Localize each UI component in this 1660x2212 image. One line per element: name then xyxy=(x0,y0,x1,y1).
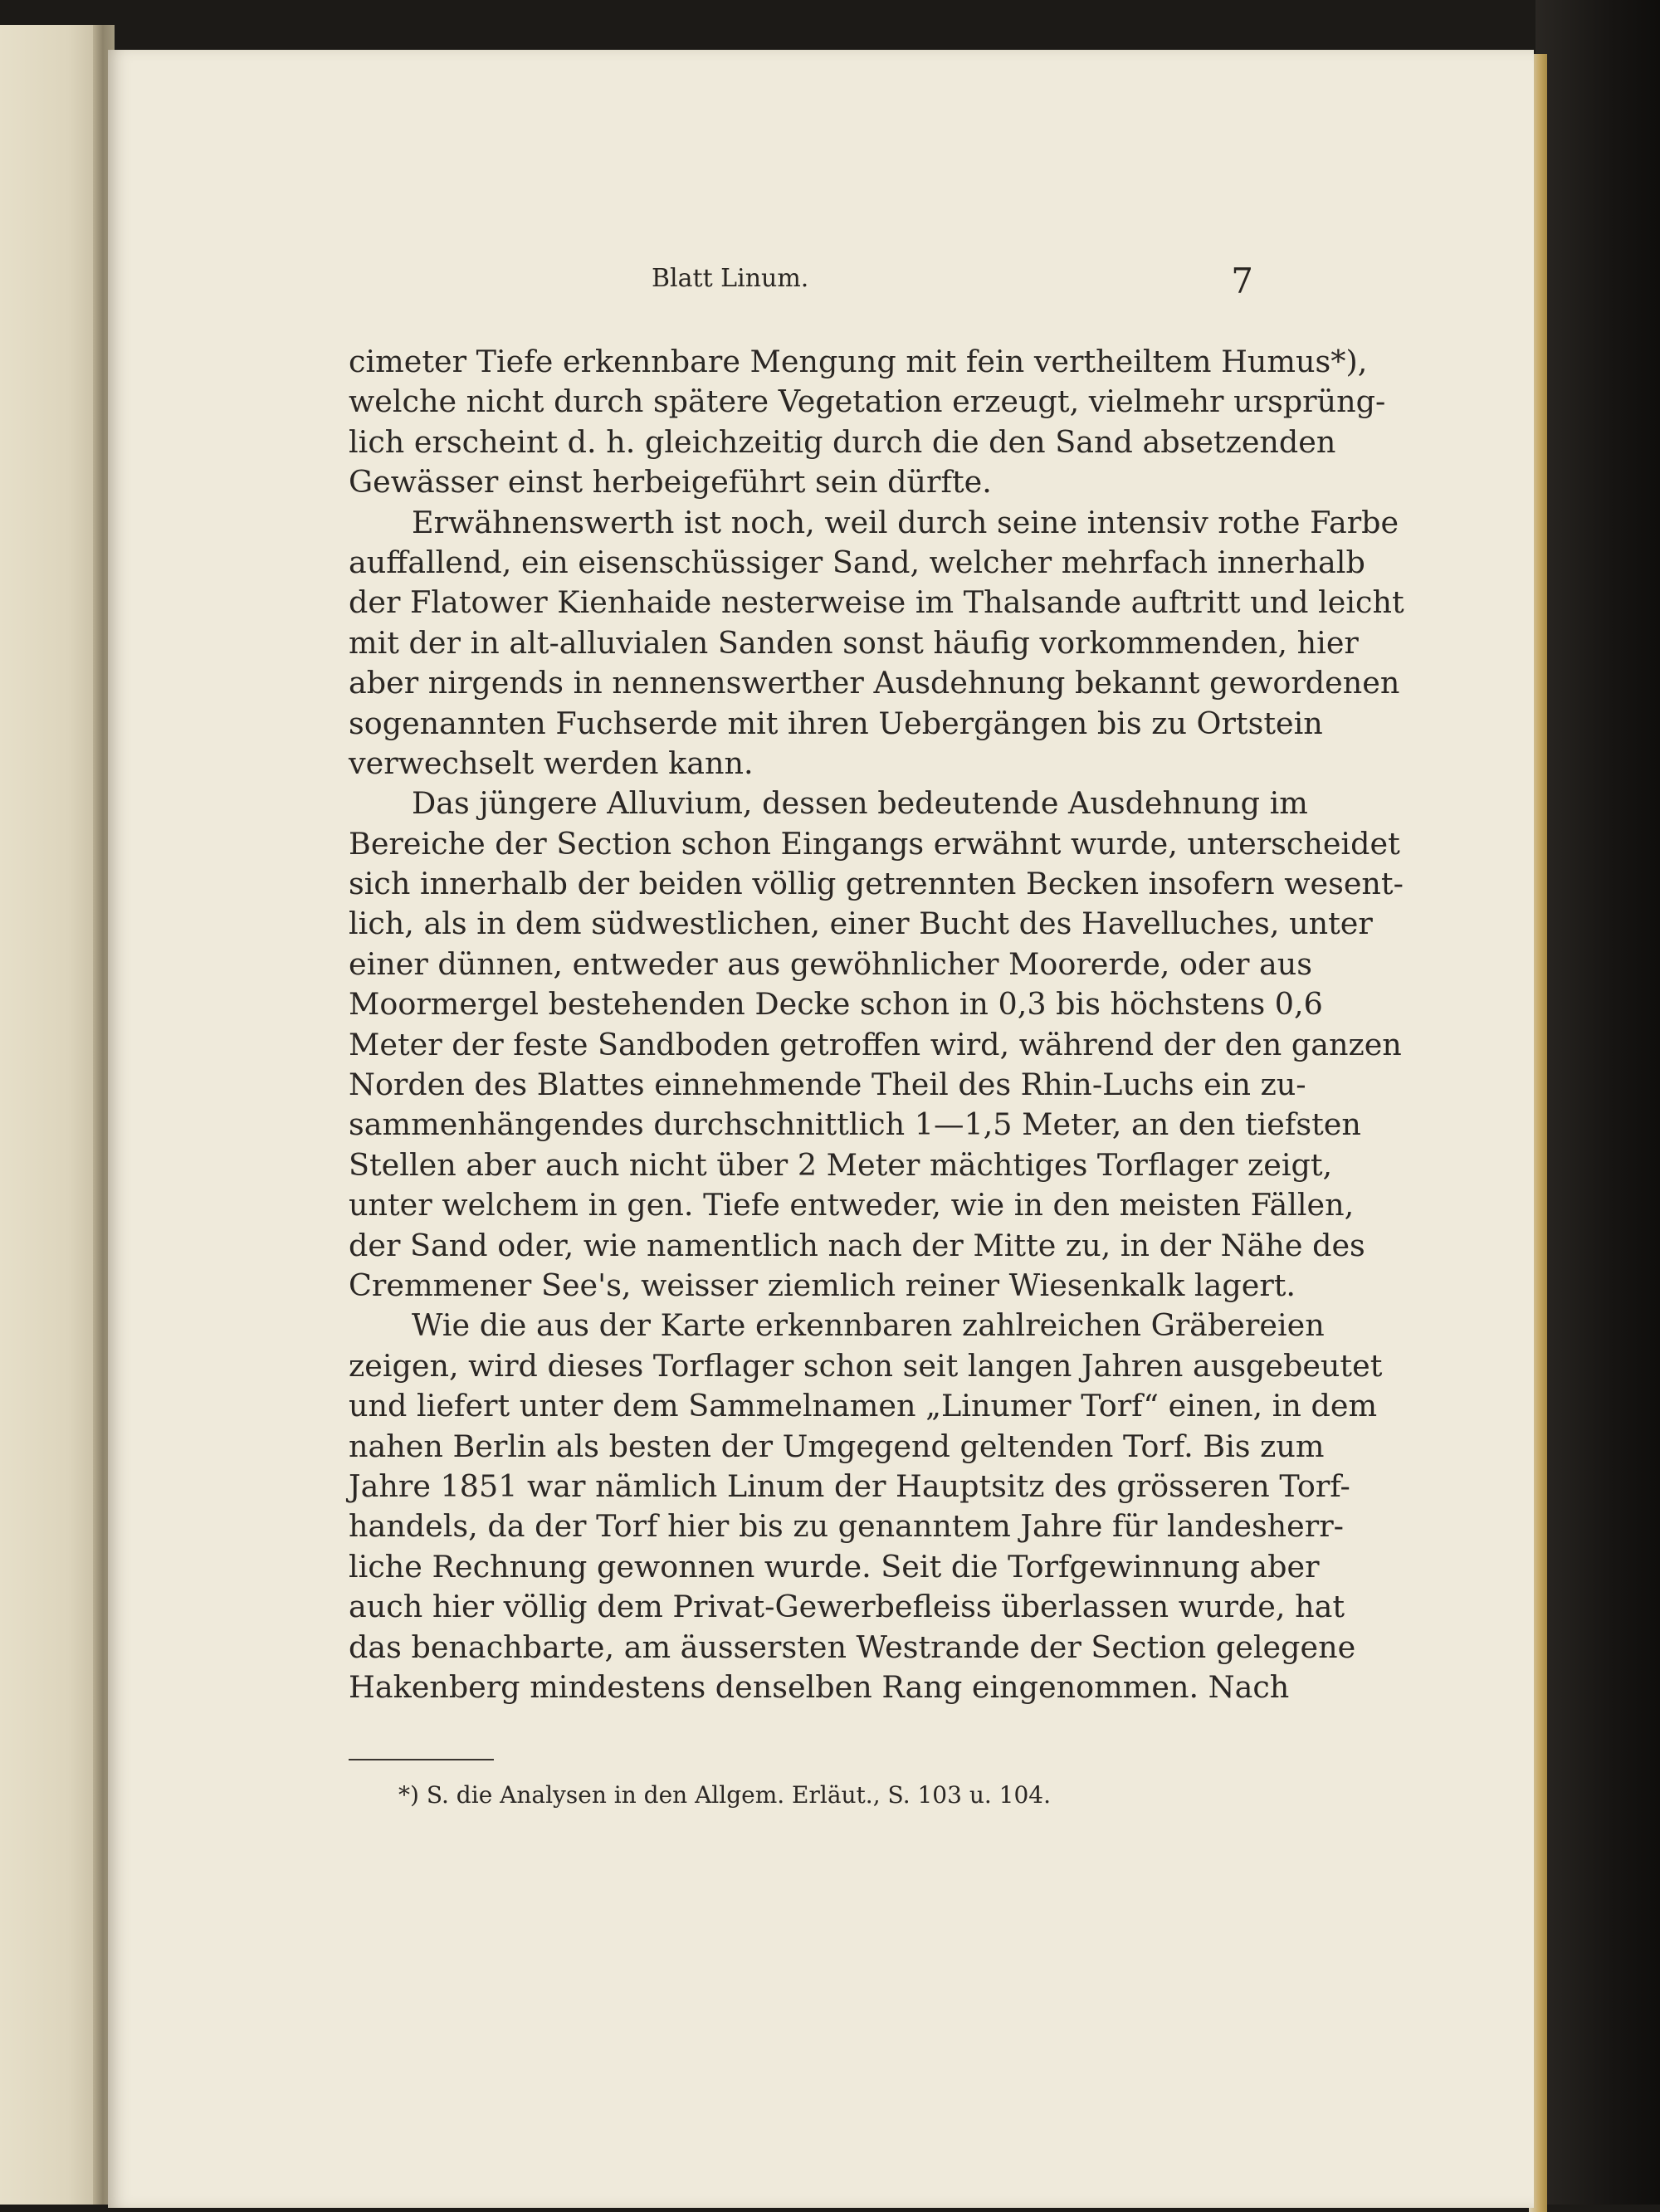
book-cover-edge xyxy=(1536,0,1660,2205)
text-line: Wie die aus der Karte erkennbaren zahlreichen Gräbereien xyxy=(412,1307,1325,1344)
text-line: Erwähnenswerth ist noch, weil durch seine intensiv rothe Farbe xyxy=(412,504,1399,540)
text-line: lich, als in dem südwestlichen, einer Bucht des Havelluches, unter xyxy=(349,906,1373,942)
text-line: aber nirgends in nennenswerther Ausdehnung bekannt gewordenen xyxy=(349,665,1400,701)
text-line: verwechselt werden kann. xyxy=(349,745,754,781)
text-line: Meter der feste Sandboden getroffen wird, während der den ganzen xyxy=(349,1026,1402,1062)
text-line: sammenhängendes durchschnittlich 1—1,5 Meter, an den tiefsten xyxy=(349,1106,1361,1143)
page-header xyxy=(349,261,1253,305)
left-page-edge xyxy=(0,25,98,2205)
text-line: Stellen aber auch nicht über 2 Meter mächtiges Torflager zeigt, xyxy=(349,1146,1333,1183)
text-line: Norden des Blattes einnehmende Theil des Rhin-Luchs ein zu- xyxy=(349,1067,1306,1103)
text-line: mit der in alt-alluvialen Sanden sonst häufig vorkommenden, hier xyxy=(349,624,1359,661)
text-line: der Sand oder, wie namentlich nach der Mitte zu, in der Nähe des xyxy=(349,1227,1365,1263)
text-line: auch hier völlig dem Privat-Gewerbefleiss überlassen wurde, hat xyxy=(349,1589,1345,1625)
text-line: liche Rechnung gewonnen wurde. Seit die Torfgewinnung aber xyxy=(349,1548,1320,1585)
text-line: welche nicht durch spätere Vegetation erzeugt, vielmehr ursprüng- xyxy=(349,383,1386,420)
text-line: einer dünnen, entweder aus gewöhnlicher Moorerde, oder aus xyxy=(349,945,1312,982)
text-line: unter welchem in gen. Tiefe entweder, wie in den meisten Fällen, xyxy=(349,1187,1355,1223)
text-line: zeigen, wird dieses Torflager schon seit langen Jahren ausgebeutet xyxy=(349,1347,1383,1384)
text-line: Jahre 1851 war nämlich Linum der Hauptsitz des grösseren Torf- xyxy=(349,1467,1350,1504)
text-line: Bereiche der Section schon Eingangs erwähnt wurde, unterscheidet xyxy=(349,825,1400,862)
body-text xyxy=(349,342,1404,1707)
text-line: Gewässer einst herbeigeführt sein dürfte. xyxy=(349,464,992,501)
text-line: sogenannten Fuchserde mit ihren Uebergängen bis zu Ortstein xyxy=(349,705,1323,741)
text-line: lich erscheint d. h. gleichzeitig durch die den Sand absetzenden xyxy=(349,423,1336,460)
running-title: Blatt Linum. xyxy=(652,264,809,293)
text-line: Hakenberg mindestens denselben Rang eingenommen. Nach xyxy=(349,1668,1290,1705)
text-line: cimeter Tiefe erkennbare Mengung mit fein vertheiltem Humus*), xyxy=(349,344,1368,379)
footnote: *) S. die Analysen in den Allgem. Erläut., S. 103 u. 104. xyxy=(398,1781,1052,1809)
text-line: und liefert unter dem Sammelnamen „Linumer Torf“ einen, in dem xyxy=(349,1388,1378,1424)
text-line: Das jüngere Alluvium, dessen bedeutende Ausdehnung im xyxy=(412,785,1308,822)
footnote-rule xyxy=(349,1759,494,1760)
text-line: das benachbarte, am äussersten Westrande der Section gelegene xyxy=(349,1628,1356,1665)
text-line: der Flatower Kienhaide nesterweise im Thalsande auftritt und leicht xyxy=(349,584,1404,621)
text-line: Cremmener See's, weisser ziemlich reiner Wiesenkalk lagert. xyxy=(349,1267,1296,1303)
text-line: nahen Berlin als besten der Umgegend geltenden Torf. Bis zum xyxy=(349,1428,1325,1464)
text-line: sich innerhalb der beiden völlig getrennten Becken insofern wesent- xyxy=(349,866,1404,902)
text-line: auffallend, ein eisenschüssiger Sand, welcher mehrfach innerhalb xyxy=(349,544,1365,580)
text-line: Moormergel bestehenden Decke schon in 0,3 bis höchstens 0,6 xyxy=(349,986,1323,1023)
text-line: handels, da der Torf hier bis zu genanntem Jahre für landesherr- xyxy=(349,1508,1345,1545)
page-number: 7 xyxy=(1231,261,1253,301)
